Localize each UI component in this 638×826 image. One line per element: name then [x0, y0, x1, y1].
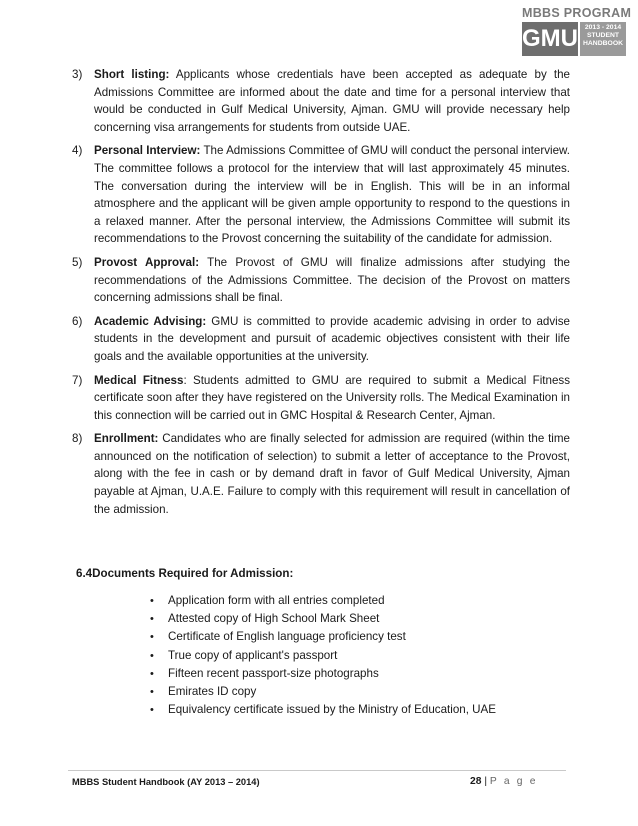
footer-page-indicator	[470, 776, 538, 787]
logo-gmu-text: GMU	[522, 22, 578, 56]
list-item	[150, 647, 570, 665]
document-text: Attested copy of High School Mark Sheet	[168, 612, 380, 626]
item-title: Provost Approval:	[94, 255, 200, 269]
item-text: Candidates who are finally selected for admission are required (within the time announced on the notification of selection) to submit a letter of acceptance to the Provost, along with the fee in cash or by demand draft in favor of Gulf Medical University, Ajman payable at Ajman, U.A.E. Failure to comply with this requirement will result in cancellation of the admission.	[94, 432, 570, 516]
document-text: Certificate of English language proficiency test	[168, 630, 406, 644]
list-item	[150, 683, 570, 701]
list-item-provost-approval	[72, 254, 570, 307]
list-item	[150, 592, 570, 610]
list-item	[150, 628, 570, 646]
document-text: True copy of applicant's passport	[168, 648, 338, 662]
bullet-icon: •	[150, 613, 154, 626]
item-number: 3)	[72, 68, 83, 81]
logo-box	[522, 22, 626, 56]
item-number: 7)	[72, 373, 83, 387]
bullet-icon: •	[150, 686, 154, 699]
document-text: Application form with all entries completed	[168, 594, 385, 607]
bullet-icon: •	[150, 595, 154, 607]
list-item-personal-interview	[72, 142, 570, 248]
bullet-icon: •	[150, 649, 154, 662]
item-title: Enrollment:	[94, 432, 159, 446]
footer-handbook-title: MBBS Student Handbook (AY 2013 – 2014)	[72, 777, 260, 787]
document-text: Emirates ID copy	[168, 685, 257, 699]
list-item-medical-fitness	[72, 372, 570, 425]
document-text: Fifteen recent passport-size photographs	[168, 666, 379, 680]
list-item	[150, 610, 570, 628]
bullet-icon: •	[150, 667, 154, 680]
item-text: : Students admitted to GMU are required to submit a Medical Fitness certificate soon after they have registered on the University rolls. The Medical Examination in this connection will be carried out in GMC Hospital & Research Center, Ajman.	[94, 373, 570, 422]
item-title: Personal Interview:	[94, 144, 201, 158]
bullet-icon: •	[150, 631, 154, 644]
item-text: GMU is committed to provide academic advising in order to advise students in the development and pursuit of academic objectives consistent with their life goals and the available opportunities at the university.	[94, 314, 570, 363]
page-label: P a g e	[489, 776, 538, 787]
item-number: 4)	[72, 144, 83, 158]
page-separator: |	[481, 776, 490, 787]
item-number: 5)	[72, 255, 83, 269]
item-number: 6)	[72, 314, 83, 328]
item-title: Medical Fitness	[94, 373, 184, 387]
admission-steps-list	[72, 66, 570, 524]
gmu-logo	[516, 6, 630, 60]
footer-divider	[68, 770, 566, 771]
logo-program-text: MBBS PROGRAM	[522, 6, 632, 20]
section-heading-documents: 6.4Documents Required for Admission:	[76, 567, 294, 580]
document-text: Equivalency certificate issued by the Ministry of Education, UAE	[168, 703, 496, 717]
list-item	[150, 665, 570, 683]
list-item-academic-advising	[72, 313, 570, 366]
logo-student: STUDENT	[586, 32, 620, 39]
item-title: Short listing:	[94, 68, 170, 81]
item-text: The Admissions Committee of GMU will conduct the personal interview. The committee follows a protocol for the interview that will last approximately 45 minutes. The conversation during the interview will be in English. This will be in an informal atmosphere and the applicant will be given ample opportunity to respond to the questions in a relaxed manner. After the personal interview, the Admissions Committee will submit its recommendations to the Provost concerning the suitability of the candidate for admission.	[94, 144, 570, 246]
item-text: Applicants whose credentials have been accepted as adequate by the Admissions Committee are informed about the date and time for a personal interview that would be conducted in Gulf Medical University, Ajman. GMU will provide necessary help concerning visa arrangements for students from outside UAE.	[94, 68, 570, 134]
documents-list	[150, 592, 570, 719]
item-title: Academic Advising:	[94, 314, 207, 328]
logo-side-text	[580, 22, 626, 56]
list-item-enrollment	[72, 430, 570, 518]
item-text: The Provost of GMU will finalize admissions after studying the recommendations of the Admissions Committee. The decision of the Provost on matters concerning admissions shall be final.	[94, 255, 570, 305]
list-item-short-listing	[72, 66, 570, 136]
page-number: 28	[470, 776, 482, 787]
list-item	[150, 701, 570, 719]
item-number: 8)	[72, 432, 83, 446]
logo-year: 2013 - 2014	[584, 24, 622, 31]
logo-handbook: HANDBOOK	[582, 40, 624, 47]
bullet-icon: •	[150, 704, 154, 717]
